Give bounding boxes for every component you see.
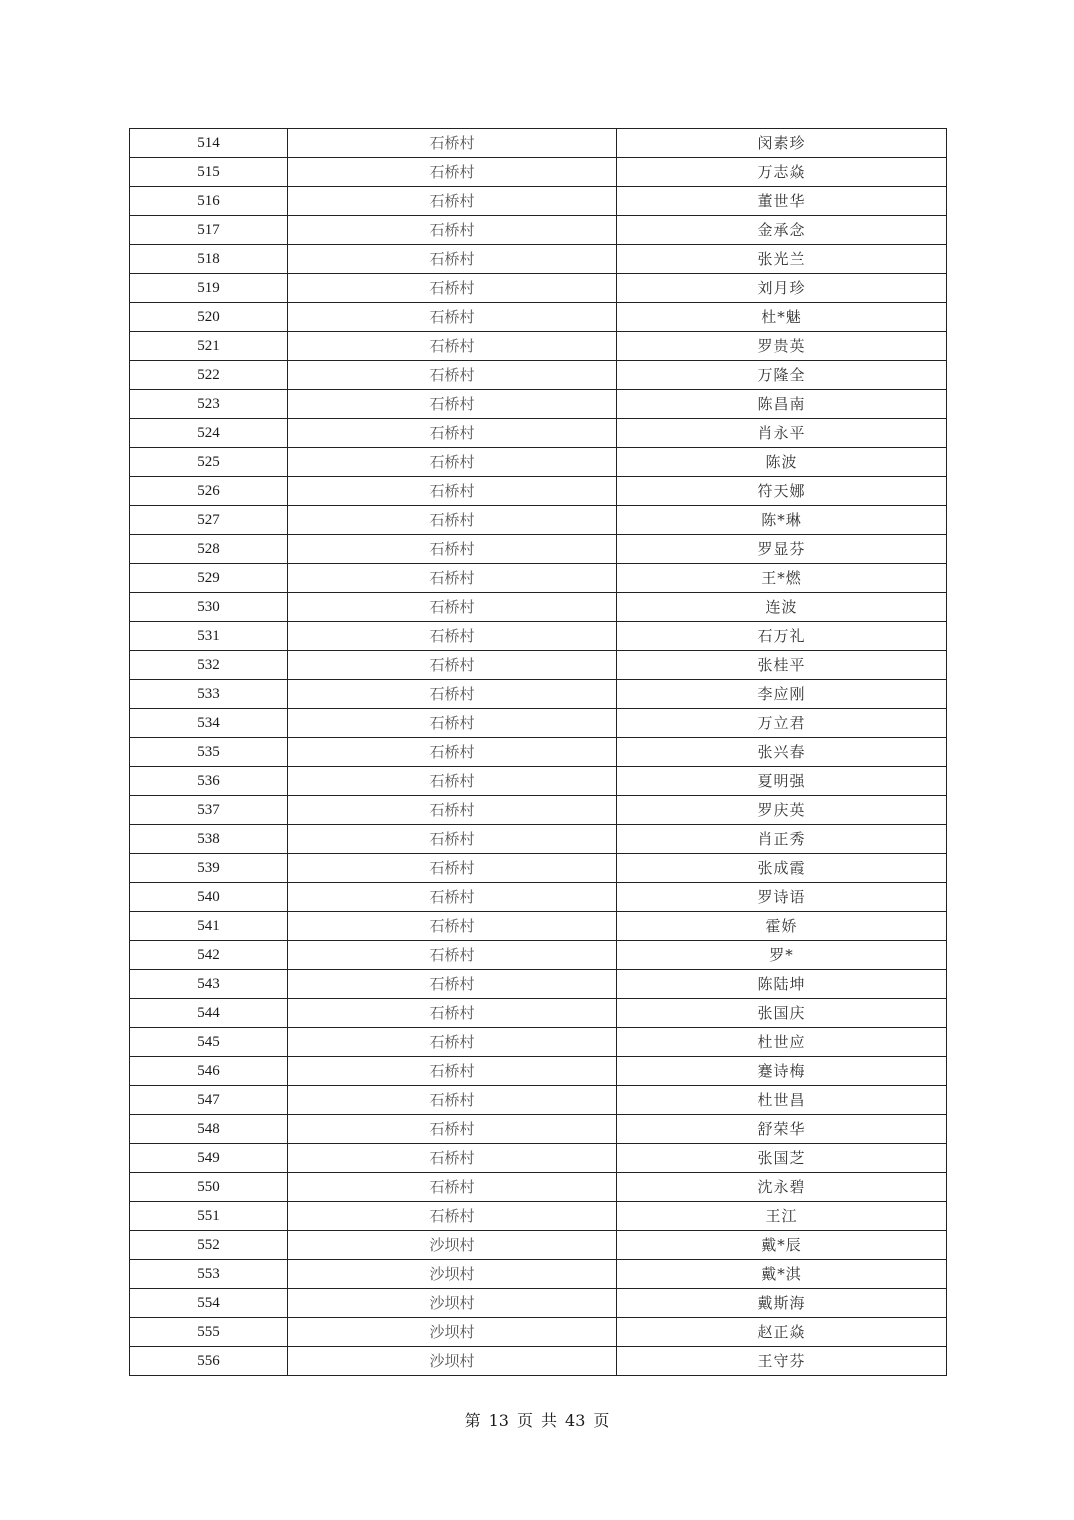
village-cell: 沙坝村 — [288, 1347, 617, 1376]
person-name-cell: 戴*淇 — [617, 1260, 947, 1289]
village-cell: 石桥村 — [288, 448, 617, 477]
row-number-cell: 544 — [130, 999, 288, 1028]
row-number-cell: 545 — [130, 1028, 288, 1057]
person-name-cell: 连波 — [617, 593, 947, 622]
row-number-cell: 528 — [130, 535, 288, 564]
row-number-cell: 522 — [130, 361, 288, 390]
row-number-cell: 546 — [130, 1057, 288, 1086]
person-name-cell: 戴斯海 — [617, 1289, 947, 1318]
village-cell: 石桥村 — [288, 883, 617, 912]
person-name-cell: 赵正焱 — [617, 1318, 947, 1347]
row-number-cell: 525 — [130, 448, 288, 477]
village-cell: 石桥村 — [288, 564, 617, 593]
table-row — [130, 129, 947, 158]
person-name-cell: 陈波 — [617, 448, 947, 477]
row-number-cell: 516 — [130, 187, 288, 216]
person-name-cell: 金承念 — [617, 216, 947, 245]
table-row — [130, 709, 947, 738]
person-name-cell: 舒荣华 — [617, 1115, 947, 1144]
person-name-cell: 罗诗语 — [617, 883, 947, 912]
row-number-cell: 526 — [130, 477, 288, 506]
person-name-cell: 刘月珍 — [617, 274, 947, 303]
village-cell: 石桥村 — [288, 680, 617, 709]
table-row — [130, 1202, 947, 1231]
row-number-cell: 533 — [130, 680, 288, 709]
village-cell: 石桥村 — [288, 941, 617, 970]
person-name-cell: 罗贵英 — [617, 332, 947, 361]
row-number-cell: 541 — [130, 912, 288, 941]
person-name-cell: 闵素珍 — [617, 129, 947, 158]
person-name-cell: 王江 — [617, 1202, 947, 1231]
village-cell: 石桥村 — [288, 651, 617, 680]
person-name-cell: 肖正秀 — [617, 825, 947, 854]
row-number-cell: 517 — [130, 216, 288, 245]
table-row — [130, 1289, 947, 1318]
table-row — [130, 361, 947, 390]
table-row — [130, 535, 947, 564]
table-row — [130, 970, 947, 999]
row-number-cell: 537 — [130, 796, 288, 825]
person-name-cell: 陈陆坤 — [617, 970, 947, 999]
row-number-cell: 555 — [130, 1318, 288, 1347]
footer-page-word: 页 — [516, 1411, 533, 1430]
table-row — [130, 274, 947, 303]
village-cell: 石桥村 — [288, 187, 617, 216]
village-cell: 沙坝村 — [288, 1289, 617, 1318]
page-footer — [0, 1408, 1074, 1431]
row-number-cell: 539 — [130, 854, 288, 883]
person-name-cell: 万志焱 — [617, 158, 947, 187]
person-name-cell: 罗显芬 — [617, 535, 947, 564]
person-name-cell: 罗庆英 — [617, 796, 947, 825]
village-cell: 石桥村 — [288, 796, 617, 825]
village-cell: 石桥村 — [288, 738, 617, 767]
person-name-cell: 张国芝 — [617, 1144, 947, 1173]
village-cell: 沙坝村 — [288, 1231, 617, 1260]
row-number-cell: 524 — [130, 419, 288, 448]
village-cell: 石桥村 — [288, 1057, 617, 1086]
village-cell: 石桥村 — [288, 506, 617, 535]
table-row — [130, 622, 947, 651]
table-row — [130, 1028, 947, 1057]
person-name-cell: 肖永平 — [617, 419, 947, 448]
table-row — [130, 912, 947, 941]
row-number-cell: 529 — [130, 564, 288, 593]
village-cell: 石桥村 — [288, 709, 617, 738]
person-name-cell: 戴*辰 — [617, 1231, 947, 1260]
village-cell: 石桥村 — [288, 535, 617, 564]
row-number-cell: 547 — [130, 1086, 288, 1115]
table-row — [130, 651, 947, 680]
table-row — [130, 216, 947, 245]
row-number-cell: 554 — [130, 1289, 288, 1318]
table-row — [130, 738, 947, 767]
person-name-cell: 张光兰 — [617, 245, 947, 274]
person-name-cell: 杜*魅 — [617, 303, 947, 332]
table-row — [130, 1260, 947, 1289]
row-number-cell: 543 — [130, 970, 288, 999]
person-name-cell: 王*燃 — [617, 564, 947, 593]
row-number-cell: 552 — [130, 1231, 288, 1260]
row-number-cell: 540 — [130, 883, 288, 912]
table-row — [130, 506, 947, 535]
village-cell: 石桥村 — [288, 854, 617, 883]
person-name-cell: 张国庆 — [617, 999, 947, 1028]
row-number-cell: 549 — [130, 1144, 288, 1173]
table-row — [130, 564, 947, 593]
village-cell: 石桥村 — [288, 1202, 617, 1231]
table-row — [130, 158, 947, 187]
village-cell: 石桥村 — [288, 361, 617, 390]
person-name-cell: 杜世应 — [617, 1028, 947, 1057]
village-cell: 石桥村 — [288, 970, 617, 999]
row-number-cell: 515 — [130, 158, 288, 187]
table-row — [130, 883, 947, 912]
row-number-cell: 520 — [130, 303, 288, 332]
village-cell: 石桥村 — [288, 767, 617, 796]
person-name-cell: 石万礼 — [617, 622, 947, 651]
table-row — [130, 1144, 947, 1173]
row-number-cell: 556 — [130, 1347, 288, 1376]
village-cell: 石桥村 — [288, 419, 617, 448]
person-name-cell: 张成霞 — [617, 854, 947, 883]
person-name-cell: 蹇诗梅 — [617, 1057, 947, 1086]
person-name-cell: 符天娜 — [617, 477, 947, 506]
table-row — [130, 854, 947, 883]
village-cell: 石桥村 — [288, 622, 617, 651]
village-cell: 石桥村 — [288, 825, 617, 854]
row-number-cell: 531 — [130, 622, 288, 651]
village-cell: 石桥村 — [288, 593, 617, 622]
person-name-cell: 王守芬 — [617, 1347, 947, 1376]
village-cell: 石桥村 — [288, 999, 617, 1028]
village-cell: 石桥村 — [288, 390, 617, 419]
person-name-cell: 沈永碧 — [617, 1173, 947, 1202]
village-cell: 石桥村 — [288, 477, 617, 506]
person-name-cell: 张桂平 — [617, 651, 947, 680]
village-cell: 石桥村 — [288, 1173, 617, 1202]
footer-suffix: 页 — [593, 1411, 610, 1430]
table-row — [130, 680, 947, 709]
table-row — [130, 245, 947, 274]
village-cell: 石桥村 — [288, 158, 617, 187]
table-row — [130, 825, 947, 854]
row-number-cell: 534 — [130, 709, 288, 738]
row-number-cell: 519 — [130, 274, 288, 303]
village-cell: 石桥村 — [288, 274, 617, 303]
row-number-cell: 523 — [130, 390, 288, 419]
table-row — [130, 390, 947, 419]
row-number-cell: 514 — [130, 129, 288, 158]
table-row — [130, 1086, 947, 1115]
village-cell: 石桥村 — [288, 245, 617, 274]
table-row — [130, 1057, 947, 1086]
roster-table — [129, 128, 947, 1376]
row-number-cell: 550 — [130, 1173, 288, 1202]
table-row — [130, 303, 947, 332]
village-cell: 沙坝村 — [288, 1318, 617, 1347]
person-name-cell: 万隆全 — [617, 361, 947, 390]
table-row — [130, 419, 947, 448]
person-name-cell: 张兴春 — [617, 738, 947, 767]
table-row — [130, 1173, 947, 1202]
table-row — [130, 1115, 947, 1144]
village-cell: 石桥村 — [288, 912, 617, 941]
person-name-cell: 陈*琳 — [617, 506, 947, 535]
village-cell: 石桥村 — [288, 1144, 617, 1173]
row-number-cell: 538 — [130, 825, 288, 854]
table-row — [130, 1347, 947, 1376]
table-row — [130, 1318, 947, 1347]
row-number-cell: 518 — [130, 245, 288, 274]
footer-current-page: 13 — [488, 1411, 509, 1430]
row-number-cell: 553 — [130, 1260, 288, 1289]
person-name-cell: 董世华 — [617, 187, 947, 216]
table-row — [130, 796, 947, 825]
table-row — [130, 332, 947, 361]
person-name-cell: 万立君 — [617, 709, 947, 738]
row-number-cell: 542 — [130, 941, 288, 970]
person-name-cell: 霍娇 — [617, 912, 947, 941]
table-row — [130, 999, 947, 1028]
table-row — [130, 448, 947, 477]
village-cell: 石桥村 — [288, 1086, 617, 1115]
person-name-cell: 罗* — [617, 941, 947, 970]
village-cell: 石桥村 — [288, 1115, 617, 1144]
person-name-cell: 李应刚 — [617, 680, 947, 709]
row-number-cell: 532 — [130, 651, 288, 680]
table-row — [130, 593, 947, 622]
village-cell: 石桥村 — [288, 1028, 617, 1057]
table-row — [130, 767, 947, 796]
row-number-cell: 521 — [130, 332, 288, 361]
footer-total-pages: 43 — [565, 1411, 586, 1430]
village-cell: 石桥村 — [288, 216, 617, 245]
table-row — [130, 477, 947, 506]
roster-table-body — [130, 129, 947, 1376]
person-name-cell: 杜世昌 — [617, 1086, 947, 1115]
footer-total-word: 共 — [541, 1411, 558, 1430]
row-number-cell: 536 — [130, 767, 288, 796]
village-cell: 石桥村 — [288, 303, 617, 332]
table-row — [130, 941, 947, 970]
village-cell: 沙坝村 — [288, 1260, 617, 1289]
village-cell: 石桥村 — [288, 129, 617, 158]
person-name-cell: 陈昌南 — [617, 390, 947, 419]
row-number-cell: 548 — [130, 1115, 288, 1144]
person-name-cell: 夏明强 — [617, 767, 947, 796]
row-number-cell: 527 — [130, 506, 288, 535]
footer-prefix: 第 — [464, 1411, 481, 1430]
village-cell: 石桥村 — [288, 332, 617, 361]
row-number-cell: 535 — [130, 738, 288, 767]
table-row — [130, 1231, 947, 1260]
row-number-cell: 551 — [130, 1202, 288, 1231]
table-row — [130, 187, 947, 216]
row-number-cell: 530 — [130, 593, 288, 622]
